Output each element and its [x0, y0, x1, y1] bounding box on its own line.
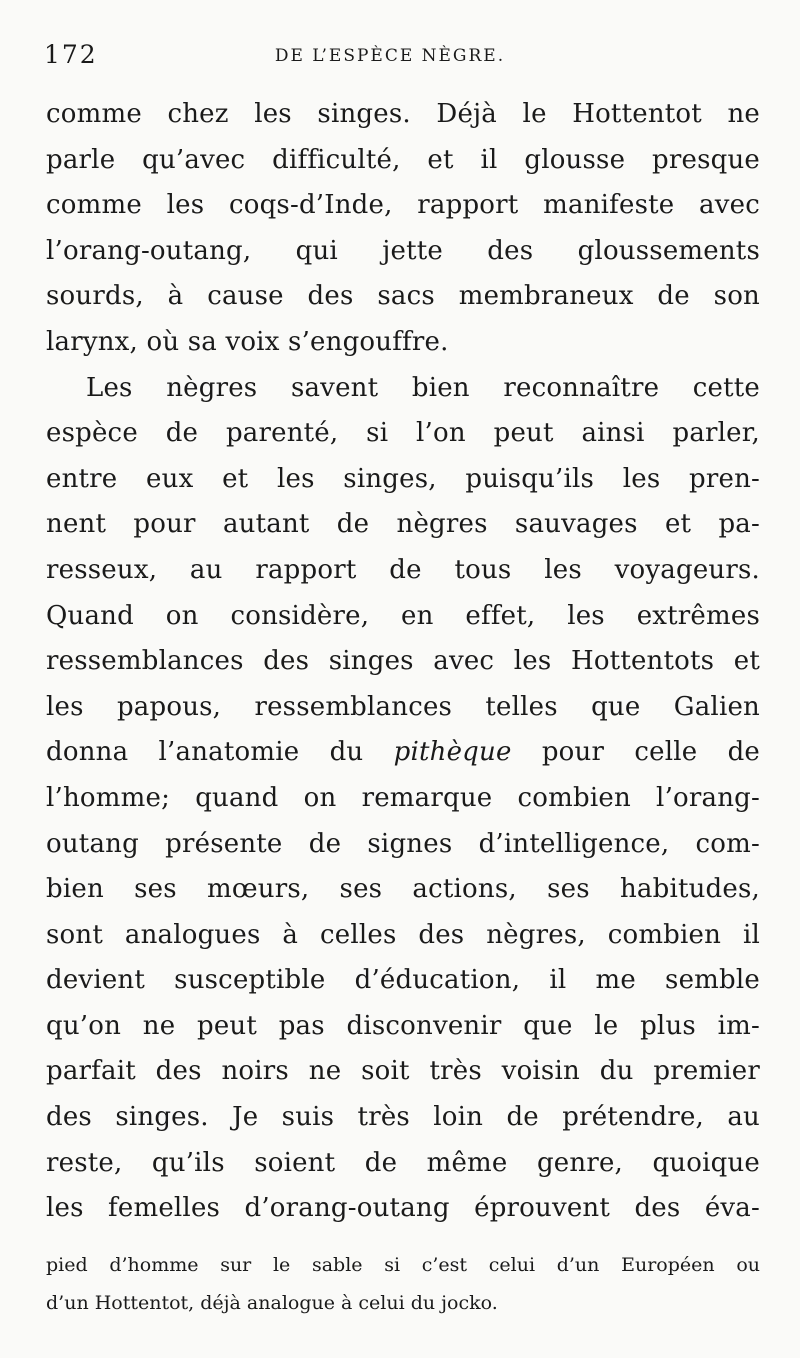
page-number: 172 [44, 40, 98, 69]
text-line: outang présente de signes d’intelligence, com- [46, 828, 760, 859]
text-line: comme les coqs-d’Inde, rapport manifeste avec [46, 190, 760, 221]
running-head: DE L’ESPÈCE NÈGRE. [274, 46, 506, 66]
text-line: devient susceptible d’éducation, il me semble [46, 965, 760, 996]
text-line: larynx, où sa voix s’engouffre. [46, 326, 449, 357]
text-line: sont analogues à celles des nègres, combien il [46, 919, 760, 950]
text-line: les papous, ressemblances telles que Galien [46, 691, 760, 722]
text-line: parle qu’avec difficulté, et il glousse presque [46, 144, 760, 175]
text-line: l’homme; quand on remarque combien l’orang- [46, 782, 760, 813]
text-line: les femelles d’orang-outang éprouvent des éva- [46, 1193, 760, 1224]
text-line: resseux, au rapport de tous les voyageurs. [46, 554, 760, 585]
text-line: Quand on considère, en effet, les extrêmes [46, 600, 760, 631]
footnotes [46, 1246, 760, 1322]
text-segment: pour celle de [511, 737, 760, 768]
text-line: des singes. Je suis très loin de prétendre, au [46, 1102, 760, 1133]
text-line: sourds, à cause des sacs membraneux de son [46, 281, 760, 312]
text-line: qu’on ne peut pas disconvenir que le plus im- [46, 1010, 760, 1041]
text-line: Les nègres savent bien reconnaître cette [86, 372, 760, 403]
italic-word: pithèque [393, 737, 512, 768]
body-text [46, 92, 760, 1232]
text-line: l’orang-outang, qui jette des gloussements [46, 235, 760, 266]
text-line: parfait des noirs ne soit très voisin du premier [46, 1056, 760, 1087]
text-line: entre eux et les singes, puisqu’ils les pren- [46, 463, 760, 494]
footnote-line: pied d’homme sur le sable si c’est celui d’un Européen ou [46, 1254, 760, 1276]
text-line: ressemblances des singes avec les Hottentots et [46, 646, 760, 677]
text-line [46, 730, 760, 776]
footnote-line: d’un Hottentot, déjà analogue à celui du jocko. [46, 1292, 498, 1314]
text-line: bien ses mœurs, ses actions, ses habitudes, [46, 874, 760, 905]
text-segment: donna l’anatomie du [46, 737, 394, 768]
text-line: comme chez les singes. Déjà le Hottentot ne [46, 99, 760, 129]
text-line: espèce de parenté, si l’on peut ainsi parler, [46, 418, 760, 449]
text-line: nent pour autant de nègres sauvages et pa- [46, 509, 760, 540]
text-line: reste, qu’ils soient de même genre, quoique [46, 1147, 760, 1178]
